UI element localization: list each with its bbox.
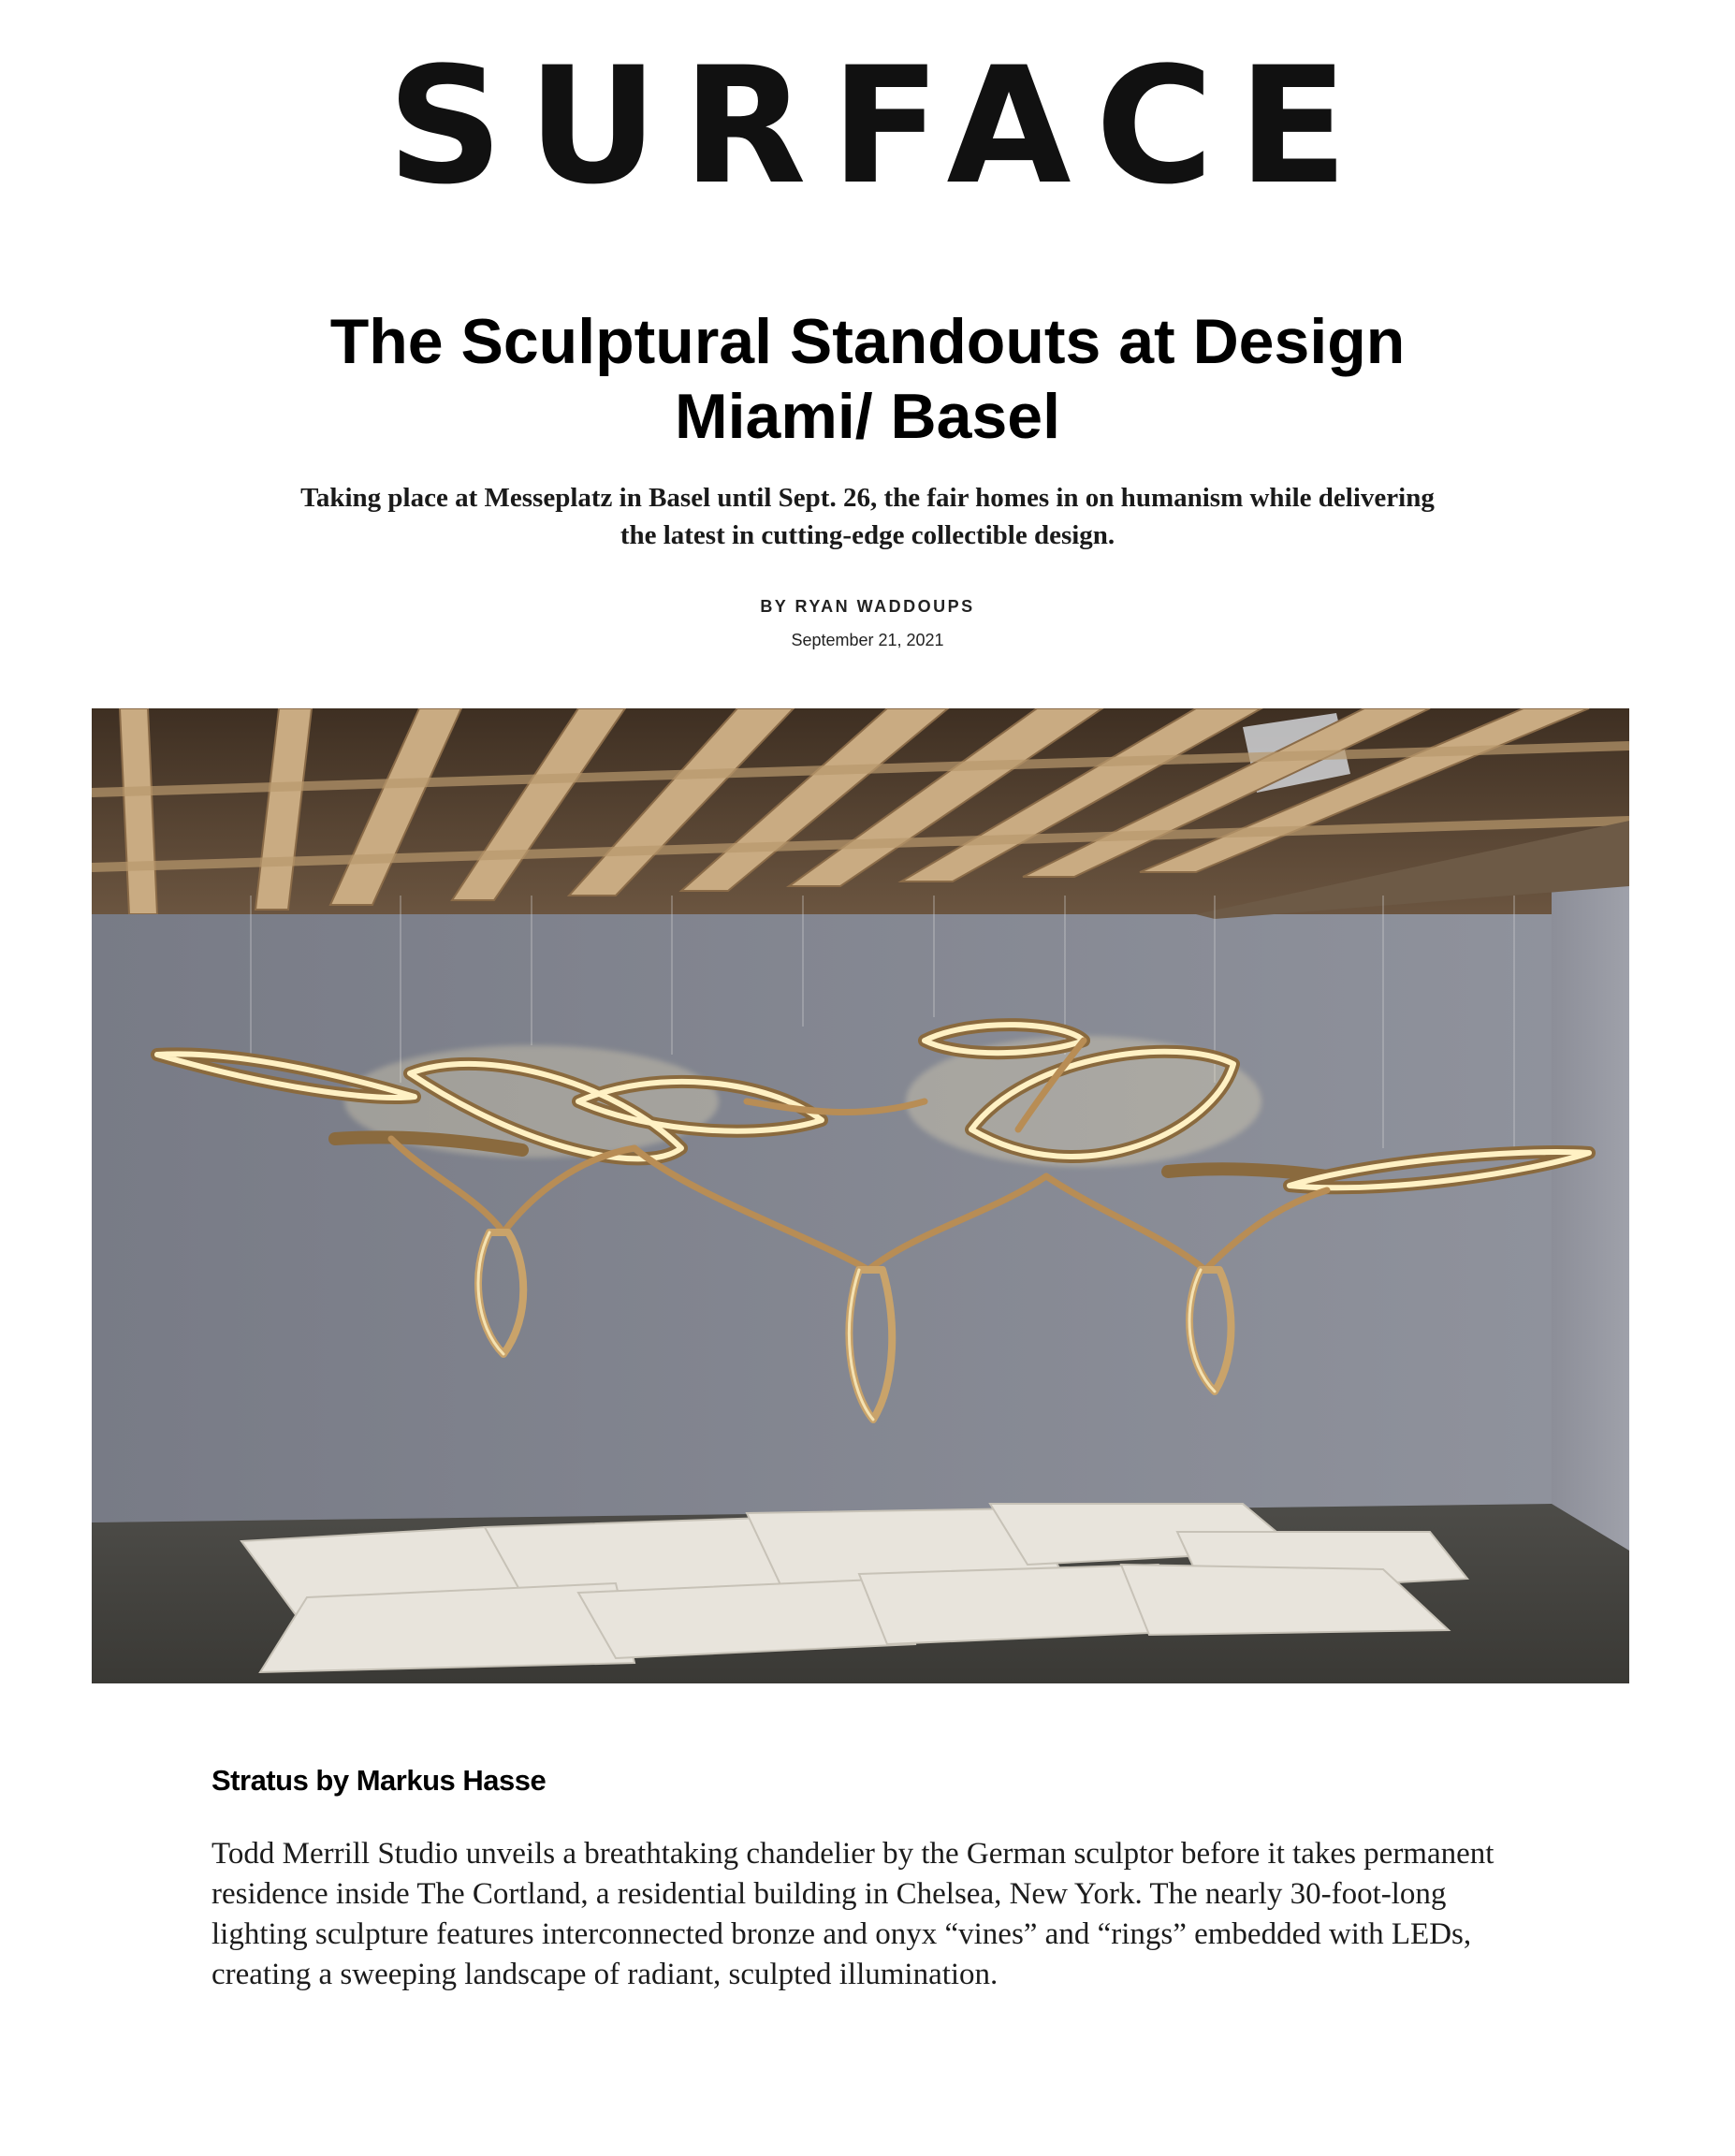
site-logo[interactable]: SURFACE	[386, 32, 1373, 220]
hero-image	[92, 708, 1629, 1683]
article-headline: The Sculptural Standouts at Design Miami/ Basel	[329, 306, 1406, 452]
chandelier-photo	[92, 708, 1629, 1683]
article-date: September 21, 2021	[791, 631, 944, 649]
section-body-text: Todd Merrill Studio unveils a breathtaking chandelier by the German sculptor before it takes permanent residence inside The Cortland, a residential building in Chelsea, New York. The nearly 30-foot-long lighting sculpture features interconnected bronze and onyx “vines” and “rings” embedded with LEDs, creating a sweeping landscape of radiant, sculpted illumination.	[211, 1837, 1494, 1991]
article-dek: Taking place at Messeplatz in Basel until Sept. 26, the fair homes in on humanism while delivering the latest in cutting-edge collectible design.	[300, 483, 1435, 550]
article-byline[interactable]: BY RYAN WADDOUPS	[760, 597, 975, 616]
section-heading: Stratus by Markus Hasse	[211, 1764, 547, 1797]
